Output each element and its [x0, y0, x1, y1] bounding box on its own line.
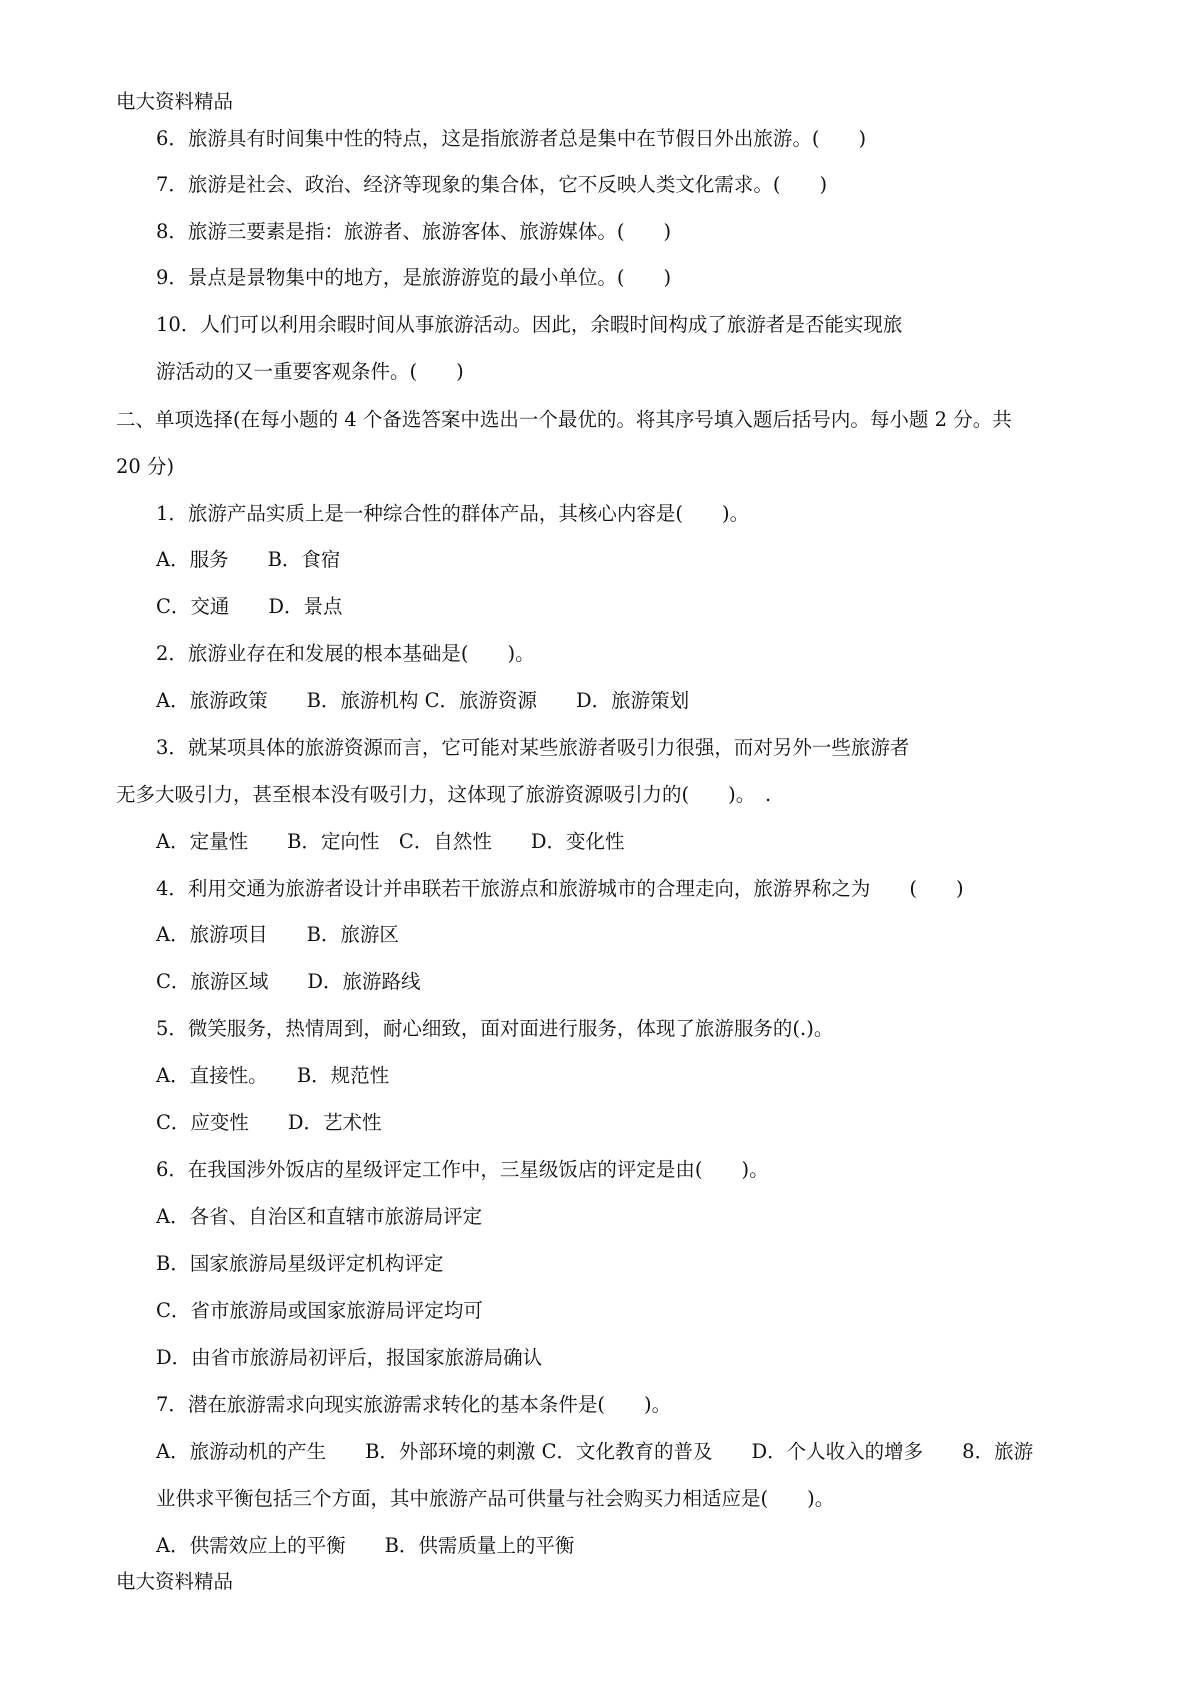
judge-item-9: 9．景点是景物集中的地方，是旅游游览的最小单位。( )	[156, 266, 672, 289]
section-heading-cont: 20 分)	[116, 455, 175, 478]
question-5-options-cd: C．应变性 D．艺术性	[156, 1111, 382, 1134]
judge-item-6: 6．旅游具有时间集中性的特点，这是指旅游者总是集中在节假日外出旅游。( )	[156, 127, 867, 150]
question-2-options: A．旅游政策 B．旅游机构 C．旅游资源 D．旅游策划	[156, 689, 690, 712]
question-3-cont: 无多大吸引力，甚至根本没有吸引力，这体现了旅游资源吸引力的( )。 .	[116, 783, 772, 806]
judge-item-10: 10．人们可以利用余暇时间从事旅游活动。因此，余暇时间构成了旅游者是否能实现旅	[156, 313, 903, 336]
section-heading: 二、单项选择(在每小题的 4 个备选答案中选出一个最优的。将其序号填入题后括号内。每小题 2 分。共	[116, 408, 1012, 431]
judge-item-7: 7．旅游是社会、政治、经济等现象的集合体，它不反映人类文化需求。( )	[156, 173, 828, 196]
question-3-options: A．定量性 B．定向性 C．自然性 D．变化性	[156, 830, 625, 853]
question-6: 6．在我国涉外饭店的星级评定工作中，三星级饭店的评定是由( )。	[156, 1158, 769, 1181]
question-8-options-ab: A．供需效应上的平衡 B．供需质量上的平衡	[156, 1534, 575, 1557]
question-7-options: A．旅游动机的产生 B．外部环境的刺激 C．文化教育的普及 D．个人收入的增多 8．旅游	[156, 1440, 1034, 1463]
question-1-options-ab: A．服务 B．食宿	[156, 548, 341, 571]
question-8-cont: 业供求平衡包括三个方面，其中旅游产品可供量与社会购买力相适应是( )。	[156, 1487, 835, 1510]
question-6-option-a: A．各省、自治区和直辖市旅游局评定	[156, 1205, 483, 1228]
page-footer: 电大资料精品	[116, 1570, 234, 1593]
question-5-options-ab: A．直接性。 B．规范性	[156, 1064, 390, 1087]
judge-item-10-cont: 游活动的又一重要客观条件。( )	[156, 360, 464, 383]
judge-item-8: 8．旅游三要素是指：旅游者、旅游客体、旅游媒体。( )	[156, 220, 672, 243]
page-header: 电大资料精品	[116, 90, 234, 113]
question-4-options-ab: A．旅游项目 B．旅游区	[156, 923, 399, 946]
question-5: 5．微笑服务，热情周到，耐心细致，面对面进行服务，体现了旅游服务的(.)。	[156, 1017, 834, 1040]
question-2: 2．旅游业存在和发展的根本基础是( )。	[156, 642, 535, 665]
question-4-options-cd: C．旅游区域 D．旅游路线	[156, 970, 421, 993]
question-1: 1．旅游产品实质上是一种综合性的群体产品，其核心内容是( )。	[156, 502, 750, 525]
question-6-option-d: D．由省市旅游局初评后，报国家旅游局确认	[156, 1346, 543, 1369]
question-6-option-b: B．国家旅游局星级评定机构评定	[156, 1252, 444, 1275]
question-1-options-cd: C．交通 D．景点	[156, 595, 343, 618]
question-7: 7．潜在旅游需求向现实旅游需求转化的基本条件是( )。	[156, 1393, 672, 1416]
question-6-option-c: C．省市旅游局或国家旅游局评定均可	[156, 1299, 483, 1322]
question-4: 4．利用交通为旅游者设计并串联若干旅游点和旅游城市的合理走向，旅游界称之为 ( )	[156, 877, 964, 900]
question-3: 3．就某项具体的旅游资源而言，它可能对某些旅游者吸引力很强，而对另外一些旅游者	[156, 736, 910, 759]
